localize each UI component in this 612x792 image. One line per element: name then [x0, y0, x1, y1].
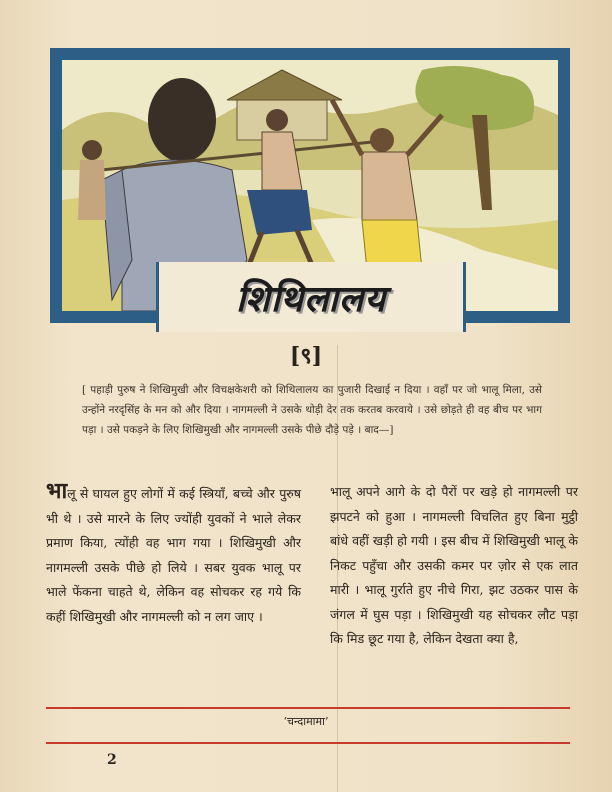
right-column-text: भालू अपने आगे के दो पैरों पर खड़े हो नागमल्ली पर झपटने को हुआ । नागमल्ली विचलित हुए बिना मुट्ठी बांधे वहीं खड़ी हो गयी । इस बीच में शिखिमुखी भालू के निकट पहुँचा और उसकी कमर पर ज़ोर से एक लात मारी । भालू गुर्राते हुए नीचे गिरा, झट उठकर पास के जंगल में घुस पड़ा । शिखिमुखी यह सोचकर लौट पड़ा कि मिड छूट गया है, लेकिन देखता क्या है, [330, 484, 578, 646]
footer-rule-bottom [46, 742, 570, 744]
footer-rule-top [46, 707, 570, 709]
left-column [46, 480, 301, 629]
right-column [330, 480, 578, 652]
dropcap: भा [46, 478, 68, 504]
magazine-name: ‘चन्दामामा’ [283, 715, 329, 728]
chapter-number: [९] [289, 343, 323, 369]
story-title: शिथिलालय [235, 278, 387, 320]
title-plate [156, 262, 466, 332]
previous-summary: [ पहाड़ी पुरुष ने शिखिमुखी और विचक्षकेशरी को शिथिलालय का पुजारी दिखाई न दिया । वहाँ पर जो भालू मिला, उसे उन्होंने नरदृसिंह के मन को और दिया । नागमल्ली ने उसके थोड़ी देर तक करतब करवाये । उसे छोड़ते ही वह बीच पर भाग पड़ा । उसे पकड़ने के लिए शिखिमुखी और नागमल्ली उसके पीछे दौड़े पड़े । बाद—] [82, 384, 542, 436]
page-number: 2 [107, 752, 117, 768]
left-column-text: लू से घायल हुए लोगों में कई स्त्रियाँ, बच्चे और पुरुष भी थे । उसे मारने के लिए ज्योंही युवकों ने भाले लेकर प्रमाण किया, त्योंही वह भाग गया । शिखिमुखी और नागमल्ली उसके पीछे हो लिये । सबर युवक भालू पर भाले फेंकना चाहते थे, लेकिन वह सोचकर रह गये कि कहीं शिखिमुखी और नागमल्ली को न लग जाए । [46, 486, 301, 624]
